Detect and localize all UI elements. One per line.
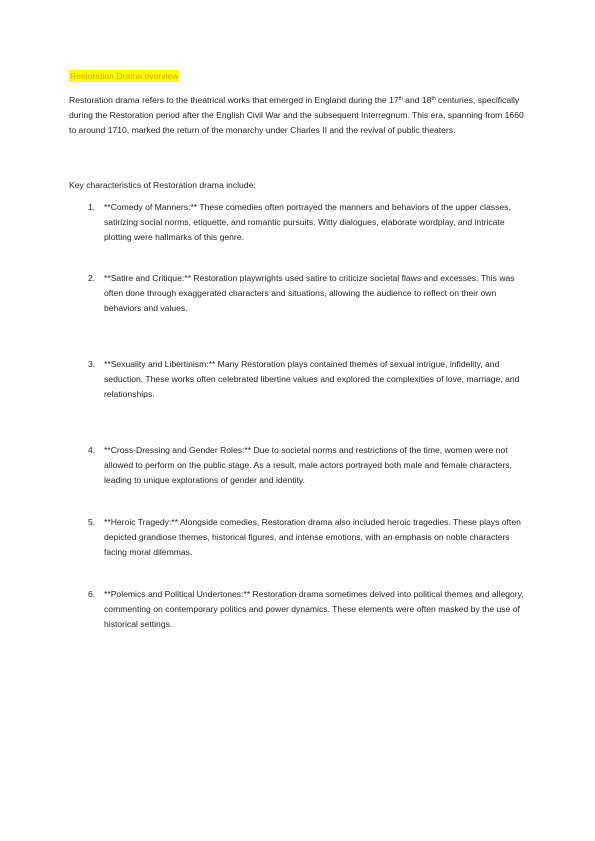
intro-superscript-1: th <box>398 96 403 102</box>
list-item-text: **Polemics and Political Undertones:** Restoration drama sometimes delved into political themes and allegory, commenting on contemporary politics and power dynamics. These elements were often masked by the use of historical settings. <box>104 589 524 629</box>
list-item-text: **Satire and Critique:** Restoration playwrights used satire to criticize societal flaws and excesses. This was often done through exaggerated characters and situations, allowing the audience to reflect on their own behaviors and values. <box>104 273 515 313</box>
list-item <box>88 357 528 401</box>
list-item-text: **Comedy of Manners:** These comedies often portrayed the manners and behaviors of the upper classes, satirizing social norms, etiquette, and romantic pursuits. Witty dialogues, elaborate wordplay, and intricate plotting were hallmarks of this genre. <box>104 202 511 242</box>
intro-superscript-2: th <box>431 96 436 102</box>
key-characteristics-heading: Key characteristics of Restoration drama include: <box>69 180 256 190</box>
list-item-number: 2. <box>88 273 96 283</box>
list-item-number: 4. <box>88 445 96 455</box>
list-item-text: **Cross-Dressing and Gender Roles:** Due to societal norms and restrictions of the time, women were not allowed to perform on the public stage. As a result, male actors portrayed both male and female characters, leading to unique explorations of gender and identity. <box>104 445 512 485</box>
intro-text-part3: centuries, specifically during the Restoration period after the English Civil War and the subsequent Interregnum. This era, spanning from 1660 to around 1710, marked the return of the monarchy under Charles II and the revival of public theaters. <box>69 95 524 135</box>
list-item-number: 6. <box>88 589 96 599</box>
document-title: Restoration Drama overview <box>70 71 179 81</box>
list-item <box>88 200 528 244</box>
list-item-text: **Heroic Tragedy:** Alongside comedies, Restoration drama also included heroic tragedies. These plays often depicted grandiose themes, historical figures, and intense emotions, with an emphasis on noble characters facing moral dilemmas. <box>104 517 521 557</box>
list-item <box>88 515 528 559</box>
list-item-number: 1. <box>88 202 96 212</box>
intro-text-part2: and 18 <box>402 95 432 105</box>
list-item <box>88 587 528 631</box>
list-item <box>88 271 528 315</box>
list-item <box>88 443 528 487</box>
intro-text-part1: Restoration drama refers to the theatrical works that emerged in England during the 17 <box>69 95 399 105</box>
list-item-text: **Sexuality and Libertinism:** Many Restoration plays contained themes of sexual intrigue, infidelity, and seduction. These works often celebrated libertine values and explored the complexities of love, marriage, and relationships. <box>104 359 520 399</box>
list-item-number: 5. <box>88 517 96 527</box>
list-item-number: 3. <box>88 359 96 369</box>
intro-paragraph <box>69 93 529 137</box>
